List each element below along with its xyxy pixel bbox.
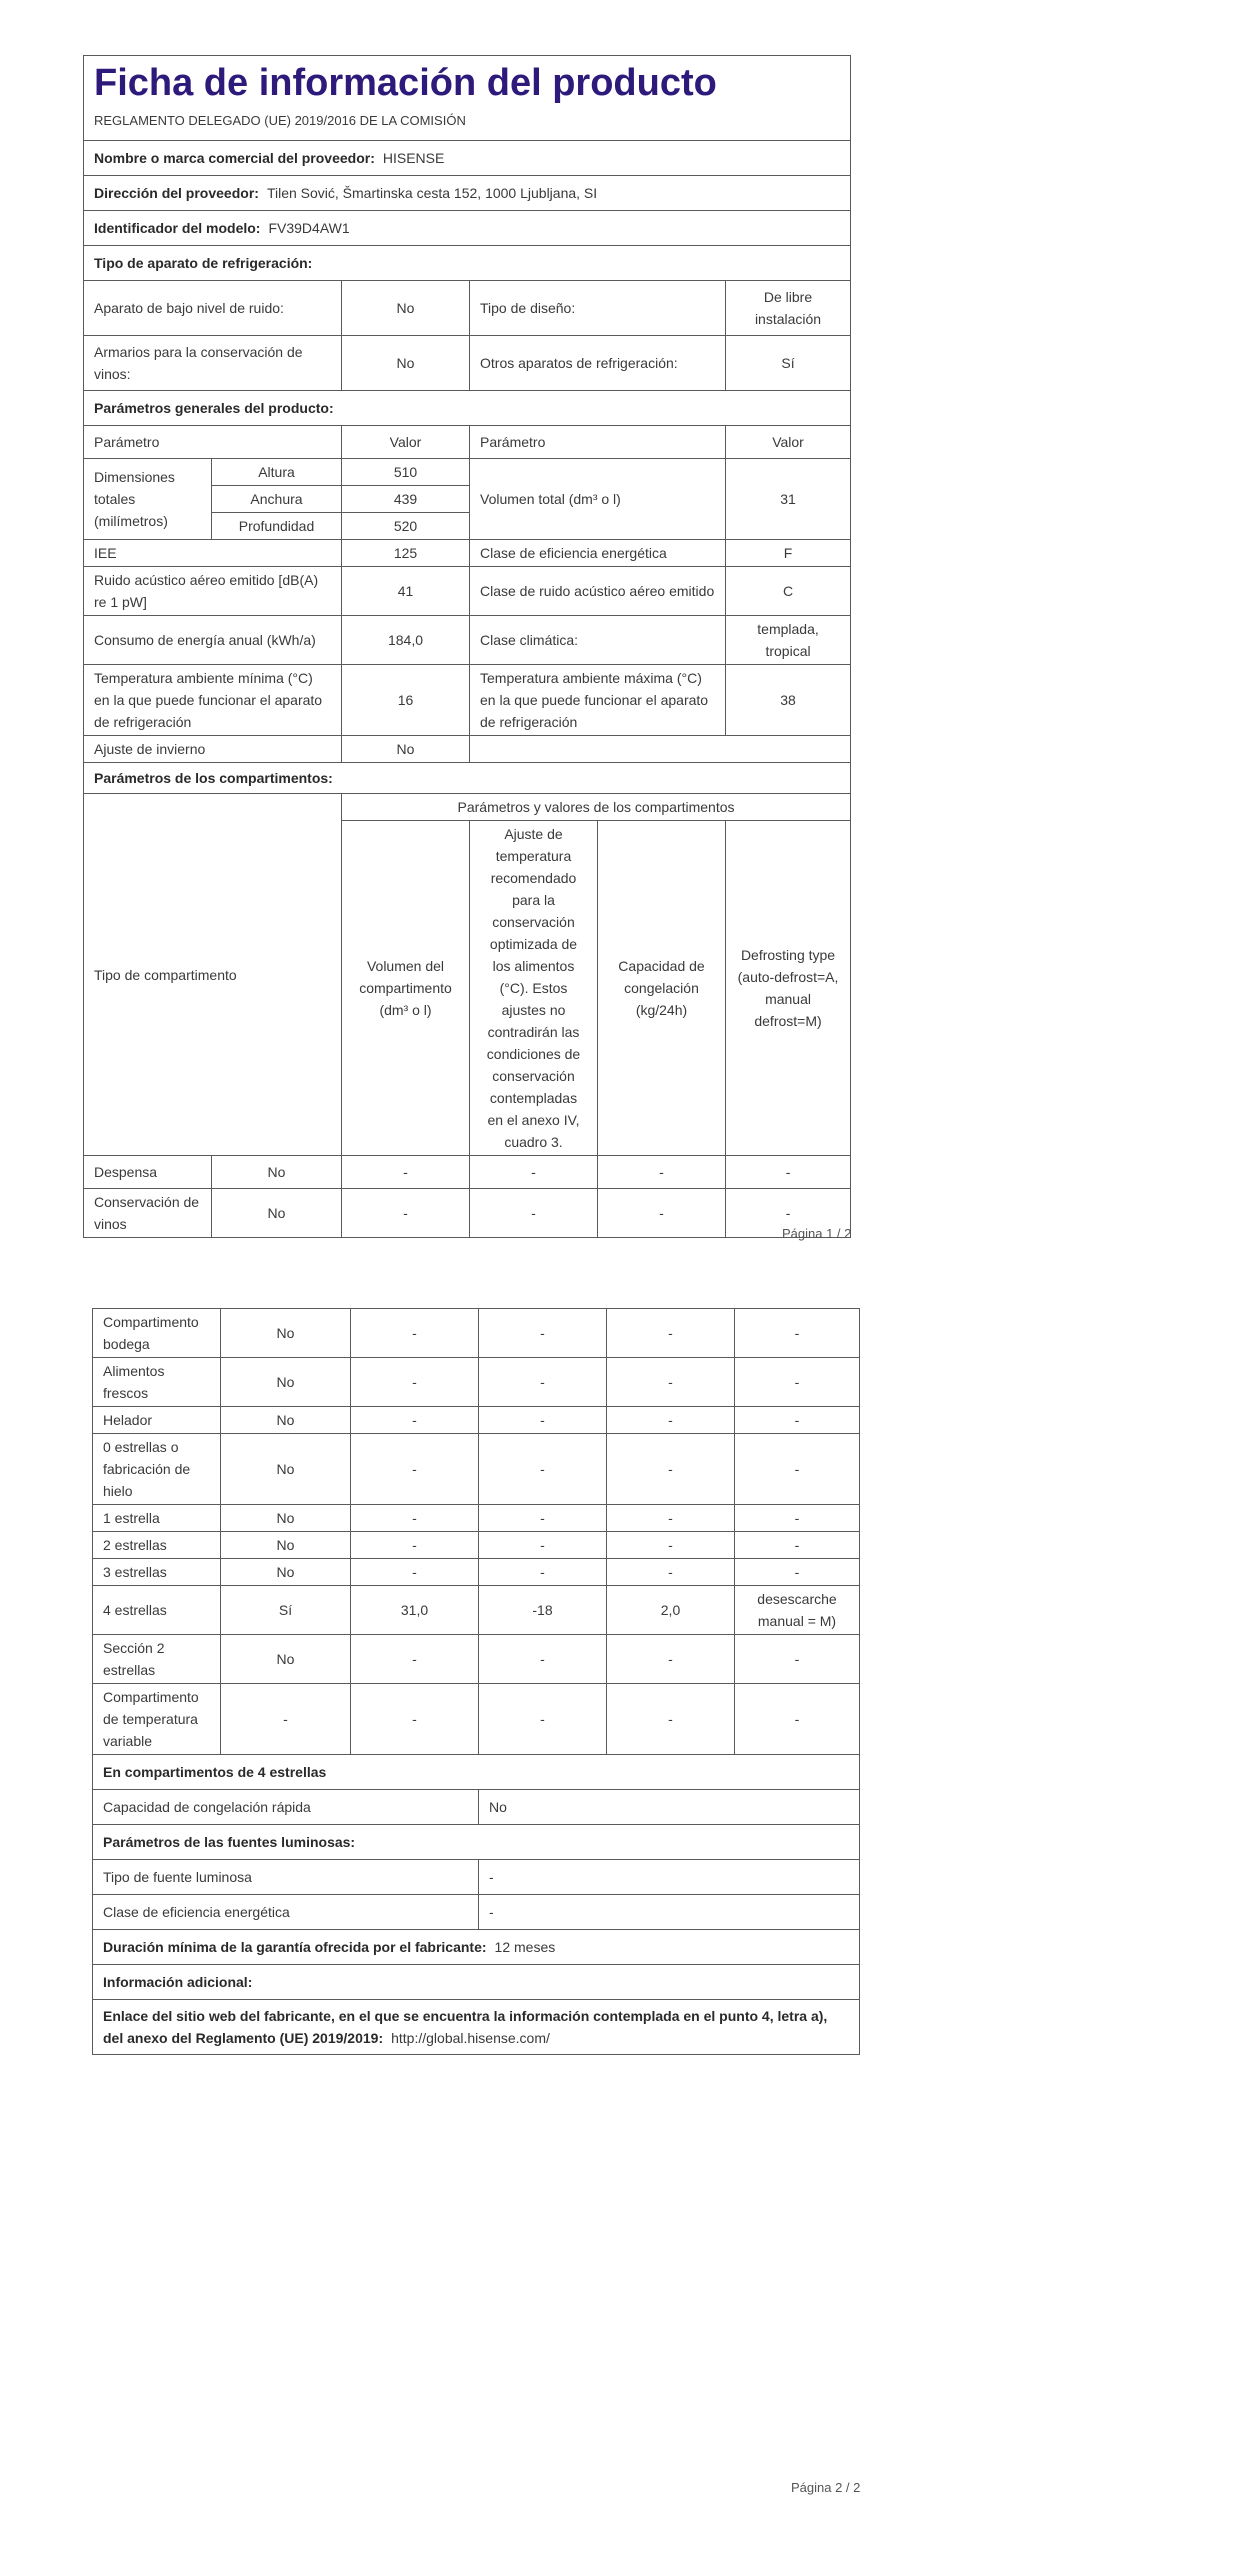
compartment-row bbox=[93, 1309, 860, 1358]
compartment-temp: - bbox=[470, 1156, 598, 1189]
compartment-defrost: - bbox=[726, 1156, 851, 1189]
supplier-address-row bbox=[84, 176, 851, 211]
compartment-volume: - bbox=[351, 1407, 479, 1434]
compartment-name: Helador bbox=[93, 1407, 221, 1434]
temperature-header: Ajuste de temperatura recomendado para la conservación optimizada de los alimentos (°C). Estos ajustes no contradirán las condiciones de conservación contempladas en el anexo IV, cuadro 3. bbox=[470, 821, 598, 1156]
min-temp-label: Temperatura ambiente mínima (°C) en la que puede funcionar el aparato de refrigeración bbox=[84, 665, 342, 736]
compartment-temp: - bbox=[479, 1559, 607, 1586]
compartment-name: Compartimento bodega bbox=[93, 1309, 221, 1358]
total-volume-value: 31 bbox=[726, 459, 851, 540]
low-noise-value: No bbox=[342, 281, 470, 336]
fast-freeze-label: Capacidad de congelación rápida bbox=[93, 1790, 479, 1825]
noise-class-value: C bbox=[726, 567, 851, 616]
compartment-name: Sección 2 estrellas bbox=[93, 1635, 221, 1684]
supplier-name-row bbox=[84, 141, 851, 176]
compartment-volume: - bbox=[351, 1358, 479, 1407]
compartment-name: 4 estrellas bbox=[93, 1586, 221, 1635]
compartment-freeze: - bbox=[607, 1434, 735, 1505]
compartment-name: 3 estrellas bbox=[93, 1559, 221, 1586]
col-param-header: Parámetro bbox=[84, 426, 342, 459]
compartment-volume: - bbox=[351, 1684, 479, 1755]
compartment-row bbox=[93, 1559, 860, 1586]
compartment-defrost: - bbox=[735, 1532, 860, 1559]
general-params-heading: Parámetros generales del producto: bbox=[84, 391, 851, 426]
product-info-table-page1 bbox=[83, 55, 851, 1238]
compartment-volume: - bbox=[351, 1505, 479, 1532]
depth-value: 520 bbox=[342, 513, 470, 540]
compartment-temp: - bbox=[479, 1309, 607, 1358]
compartment-present: Sí bbox=[221, 1586, 351, 1635]
compartment-freeze: - bbox=[598, 1189, 726, 1238]
compartment-type-header: Tipo de compartimento bbox=[84, 794, 342, 1156]
other-appliances-value: Sí bbox=[726, 336, 851, 391]
manufacturer-link-label: Enlace del sitio web del fabricante, en el que se encuentra la información contemplada en el punto 4, letra a), del anexo del Reglamento (UE) 2019/2019: bbox=[103, 2008, 828, 2046]
dimensions-label: Dimensiones totales (milímetros) bbox=[84, 459, 212, 540]
compartment-row bbox=[93, 1586, 860, 1635]
compartments-heading: Parámetros de los compartimentos: bbox=[84, 763, 851, 794]
light-source-heading: Parámetros de las fuentes luminosas: bbox=[93, 1825, 860, 1860]
design-type-label: Tipo de diseño: bbox=[470, 281, 726, 336]
compartment-temp: - bbox=[479, 1358, 607, 1407]
other-appliances-label: Otros aparatos de refrigeración: bbox=[470, 336, 726, 391]
compartment-volume: - bbox=[342, 1189, 470, 1238]
compartment-row bbox=[84, 1156, 851, 1189]
low-noise-label: Aparato de bajo nivel de ruido: bbox=[84, 281, 342, 336]
regulation-subtitle: REGLAMENTO DELEGADO (UE) 2019/2016 DE LA COMISIÓN bbox=[84, 108, 851, 141]
compartment-volume: - bbox=[351, 1532, 479, 1559]
total-volume-label: Volumen total (dm³ o l) bbox=[470, 459, 726, 540]
freeze-capacity-header: Capacidad de congelación (kg/24h) bbox=[598, 821, 726, 1156]
compartment-name: 1 estrella bbox=[93, 1505, 221, 1532]
compartment-temp: - bbox=[479, 1434, 607, 1505]
compartment-defrost: - bbox=[735, 1505, 860, 1532]
compartment-present: - bbox=[221, 1684, 351, 1755]
compartment-temp: - bbox=[479, 1407, 607, 1434]
col-value-header: Valor bbox=[342, 426, 470, 459]
annual-energy-value: 184,0 bbox=[342, 616, 470, 665]
energy-class-label: Clase de eficiencia energética bbox=[470, 540, 726, 567]
warranty-label: Duración mínima de la garantía ofrecida por el fabricante: bbox=[103, 1939, 487, 1955]
design-type-value: De libre instalación bbox=[726, 281, 851, 336]
height-value: 510 bbox=[342, 459, 470, 486]
manufacturer-link[interactable]: http://global.hisense.com/ bbox=[391, 2030, 550, 2046]
compartment-temp: - bbox=[470, 1189, 598, 1238]
volume-header: Volumen del compartimento (dm³ o l) bbox=[342, 821, 470, 1156]
col-param-header-2: Parámetro bbox=[470, 426, 726, 459]
compartment-freeze: - bbox=[607, 1684, 735, 1755]
max-temp-label: Temperatura ambiente máxima (°C) en la que puede funcionar el aparato de refrigeración bbox=[470, 665, 726, 736]
compartment-present: No bbox=[221, 1532, 351, 1559]
compartment-row bbox=[93, 1532, 860, 1559]
compartment-temp: - bbox=[479, 1505, 607, 1532]
noise-label: Ruido acústico aéreo emitido [dB(A) re 1 pW] bbox=[84, 567, 342, 616]
compartment-freeze: 2,0 bbox=[607, 1586, 735, 1635]
light-type-value: - bbox=[479, 1860, 860, 1895]
compartment-name: 2 estrellas bbox=[93, 1532, 221, 1559]
compartment-defrost: - bbox=[735, 1684, 860, 1755]
compartment-volume: - bbox=[351, 1559, 479, 1586]
winter-setting-label: Ajuste de invierno bbox=[84, 736, 342, 763]
compartment-freeze: - bbox=[607, 1407, 735, 1434]
compartment-freeze: - bbox=[607, 1358, 735, 1407]
width-label: Anchura bbox=[212, 486, 342, 513]
compartment-name: Compartimento de temperatura variable bbox=[93, 1684, 221, 1755]
page-title: Ficha de información del producto bbox=[84, 56, 851, 109]
compartment-present: No bbox=[212, 1189, 342, 1238]
compartment-defrost: - bbox=[726, 1189, 851, 1238]
light-class-value: - bbox=[479, 1895, 860, 1930]
compartment-defrost: - bbox=[735, 1635, 860, 1684]
compartment-row bbox=[93, 1358, 860, 1407]
wine-storage-value: No bbox=[342, 336, 470, 391]
model-id-label: Identificador del modelo: bbox=[94, 220, 261, 236]
compartment-volume: - bbox=[351, 1635, 479, 1684]
model-id-value: FV39D4AW1 bbox=[268, 220, 350, 236]
compartment-name: Despensa bbox=[84, 1156, 212, 1189]
compartment-defrost: desescarche manual = M) bbox=[735, 1586, 860, 1635]
compartment-present: No bbox=[221, 1559, 351, 1586]
warranty-value: 12 meses bbox=[494, 1939, 556, 1955]
compartment-present: No bbox=[221, 1309, 351, 1358]
eei-label: IEE bbox=[84, 540, 342, 567]
empty-cell bbox=[470, 736, 851, 763]
climate-class-value: templada, tropical bbox=[726, 616, 851, 665]
compartment-temp: - bbox=[479, 1684, 607, 1755]
compartment-volume: 31,0 bbox=[351, 1586, 479, 1635]
wine-storage-label: Armarios para la conservación de vinos: bbox=[84, 336, 342, 391]
compartment-row bbox=[93, 1505, 860, 1532]
model-id-row bbox=[84, 211, 851, 246]
winter-setting-value: No bbox=[342, 736, 470, 763]
light-class-label: Clase de eficiencia energética bbox=[93, 1895, 479, 1930]
compartment-row bbox=[93, 1635, 860, 1684]
compartment-defrost: - bbox=[735, 1434, 860, 1505]
compartment-volume: - bbox=[351, 1434, 479, 1505]
page-number-1: Página 1 / 2 bbox=[782, 1226, 852, 1241]
compartment-freeze: - bbox=[607, 1532, 735, 1559]
supplier-address-value: Tilen Sović, Šmartinska cesta 152, 1000 Ljubljana, SI bbox=[266, 185, 598, 201]
compartment-defrost: - bbox=[735, 1407, 860, 1434]
product-info-table-page2 bbox=[92, 1308, 860, 2055]
supplier-name-label: Nombre o marca comercial del proveedor: bbox=[94, 150, 375, 166]
compartment-freeze: - bbox=[607, 1505, 735, 1532]
min-temp-value: 16 bbox=[342, 665, 470, 736]
page-number-2: Página 2 / 2 bbox=[791, 2480, 861, 2495]
compartment-name: Alimentos frescos bbox=[93, 1358, 221, 1407]
depth-label: Profundidad bbox=[212, 513, 342, 540]
compartment-present: No bbox=[221, 1407, 351, 1434]
compartment-temp: - bbox=[479, 1532, 607, 1559]
compartment-present: No bbox=[221, 1434, 351, 1505]
max-temp-value: 38 bbox=[726, 665, 851, 736]
compartment-volume: - bbox=[351, 1309, 479, 1358]
compartment-volume: - bbox=[342, 1156, 470, 1189]
appliance-type-heading: Tipo de aparato de refrigeración: bbox=[84, 246, 851, 281]
compartment-row bbox=[93, 1407, 860, 1434]
compartment-temp: -18 bbox=[479, 1586, 607, 1635]
fast-freeze-value: No bbox=[479, 1790, 860, 1825]
light-type-label: Tipo de fuente luminosa bbox=[93, 1860, 479, 1895]
compartment-row bbox=[84, 1189, 851, 1238]
width-value: 439 bbox=[342, 486, 470, 513]
compartment-present: No bbox=[221, 1358, 351, 1407]
annual-energy-label: Consumo de energía anual (kWh/a) bbox=[84, 616, 342, 665]
compartment-defrost: - bbox=[735, 1358, 860, 1407]
climate-class-label: Clase climática: bbox=[470, 616, 726, 665]
defrost-type-header: Defrosting type (auto-defrost=A, manual defrost=M) bbox=[726, 821, 851, 1156]
col-value-header-2: Valor bbox=[726, 426, 851, 459]
eei-value: 125 bbox=[342, 540, 470, 567]
compartment-present: No bbox=[221, 1635, 351, 1684]
compartment-present: No bbox=[212, 1156, 342, 1189]
compartment-temp: - bbox=[479, 1635, 607, 1684]
noise-value: 41 bbox=[342, 567, 470, 616]
compartment-present: No bbox=[221, 1505, 351, 1532]
compartment-freeze: - bbox=[607, 1559, 735, 1586]
supplier-address-label: Dirección del proveedor: bbox=[94, 185, 259, 201]
compartment-freeze: - bbox=[607, 1635, 735, 1684]
compartment-name: Conservación de vinos bbox=[84, 1189, 212, 1238]
compartment-defrost: - bbox=[735, 1309, 860, 1358]
compartment-row bbox=[93, 1684, 860, 1755]
additional-info-heading: Información adicional: bbox=[93, 1965, 860, 2000]
warranty-row bbox=[93, 1930, 860, 1965]
four-star-heading: En compartimentos de 4 estrellas bbox=[93, 1755, 860, 1790]
compartment-freeze: - bbox=[598, 1156, 726, 1189]
compartment-freeze: - bbox=[607, 1309, 735, 1358]
compartment-row bbox=[93, 1434, 860, 1505]
supplier-name-value: HISENSE bbox=[382, 150, 445, 166]
noise-class-label: Clase de ruido acústico aéreo emitido bbox=[470, 567, 726, 616]
compartment-group-header: Parámetros y valores de los compartimentos bbox=[342, 794, 851, 821]
compartment-name: 0 estrellas o fabricación de hielo bbox=[93, 1434, 221, 1505]
energy-class-value: F bbox=[726, 540, 851, 567]
height-label: Altura bbox=[212, 459, 342, 486]
manufacturer-link-row bbox=[93, 2000, 860, 2055]
compartment-defrost: - bbox=[735, 1559, 860, 1586]
